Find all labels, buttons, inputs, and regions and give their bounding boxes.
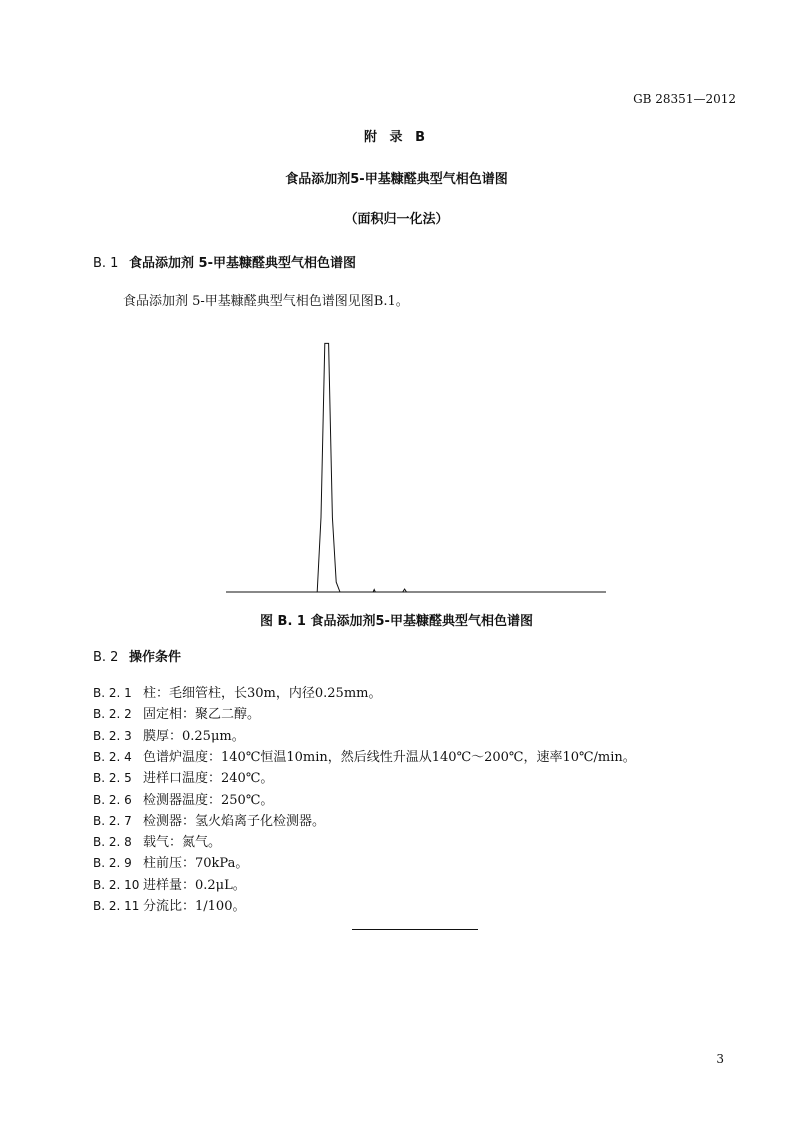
- page-number: 3: [716, 1052, 724, 1066]
- condition-item-text: 检测器温度：250℃。: [143, 792, 274, 808]
- document-code: GB 28351—2012: [633, 92, 736, 106]
- condition-item: [93, 682, 381, 701]
- condition-item-number: B. 2. 6: [93, 792, 132, 807]
- condition-item-text: 膜厚：0.25μm。: [143, 728, 245, 744]
- condition-item-number: B. 2. 4: [93, 749, 132, 764]
- condition-item-number: B. 2. 11: [93, 899, 140, 913]
- condition-item-number: B. 2. 5: [93, 771, 132, 786]
- condition-item-text: 色谱炉温度：140℃恒温10min，然后线性升温从140℃～200℃，速率10℃/min。: [143, 749, 636, 765]
- chromatogram-chart: [220, 325, 610, 597]
- condition-item-text: 载气：氮气。: [143, 835, 222, 851]
- condition-item: [93, 831, 221, 850]
- condition-item-number: B. 2. 2: [93, 707, 132, 722]
- condition-item: [93, 895, 245, 914]
- condition-item-number: B. 2. 10: [93, 877, 140, 892]
- condition-item: [93, 746, 636, 765]
- condition-item: [93, 767, 273, 786]
- condition-item-text: 柱：毛细管柱，长30m，内径0.25mm。: [143, 686, 382, 701]
- section-b2-heading: [93, 646, 181, 665]
- condition-item-text: 分流比：1/100。: [143, 899, 246, 914]
- section-b1-number: B. 1: [93, 256, 119, 271]
- condition-item-number: B. 2. 8: [93, 835, 132, 850]
- condition-item-number: B. 2. 1: [93, 686, 132, 700]
- section-b1-title: 食品添加剂 5-甲基糠醛典型气相色谱图: [129, 256, 356, 271]
- figure-caption: 图 B. 1 食品添加剂5-甲基糠醛典型气相色谱图: [260, 614, 533, 629]
- section-b1-heading: [93, 252, 356, 271]
- section-b2-number: B. 2: [93, 650, 119, 665]
- condition-item-number: B. 2. 7: [93, 813, 132, 828]
- section-b2-title: 操作条件: [129, 650, 182, 665]
- condition-item-text: 进样量：0.2μL。: [143, 877, 246, 893]
- condition-item: [93, 725, 245, 744]
- condition-item-number: B. 2. 9: [93, 856, 132, 871]
- condition-item-text: 柱前压：70kPa。: [143, 856, 249, 872]
- condition-item-text: 固定相：聚乙二醇。: [143, 707, 261, 723]
- condition-item-text: 检测器：氢火焰离子化检测器。: [143, 813, 326, 829]
- condition-item: [93, 789, 273, 808]
- condition-item: [93, 810, 325, 829]
- appendix-subtitle: （面积归一化法）: [344, 212, 449, 227]
- end-rule: [352, 929, 478, 930]
- condition-item: [93, 874, 246, 893]
- condition-item: [93, 852, 248, 871]
- condition-item-text: 进样口温度：240℃。: [143, 771, 274, 787]
- chromatogram-trace: [226, 343, 606, 592]
- appendix-title: 食品添加剂5-甲基糠醛典型气相色谱图: [285, 172, 508, 187]
- appendix-label: 附 录 B: [364, 130, 429, 145]
- section-b1-paragraph: 食品添加剂 5-甲基糠醛典型气相色谱图见图B.1。: [123, 294, 409, 309]
- condition-item-number: B. 2. 3: [93, 728, 132, 743]
- condition-item: [93, 703, 260, 722]
